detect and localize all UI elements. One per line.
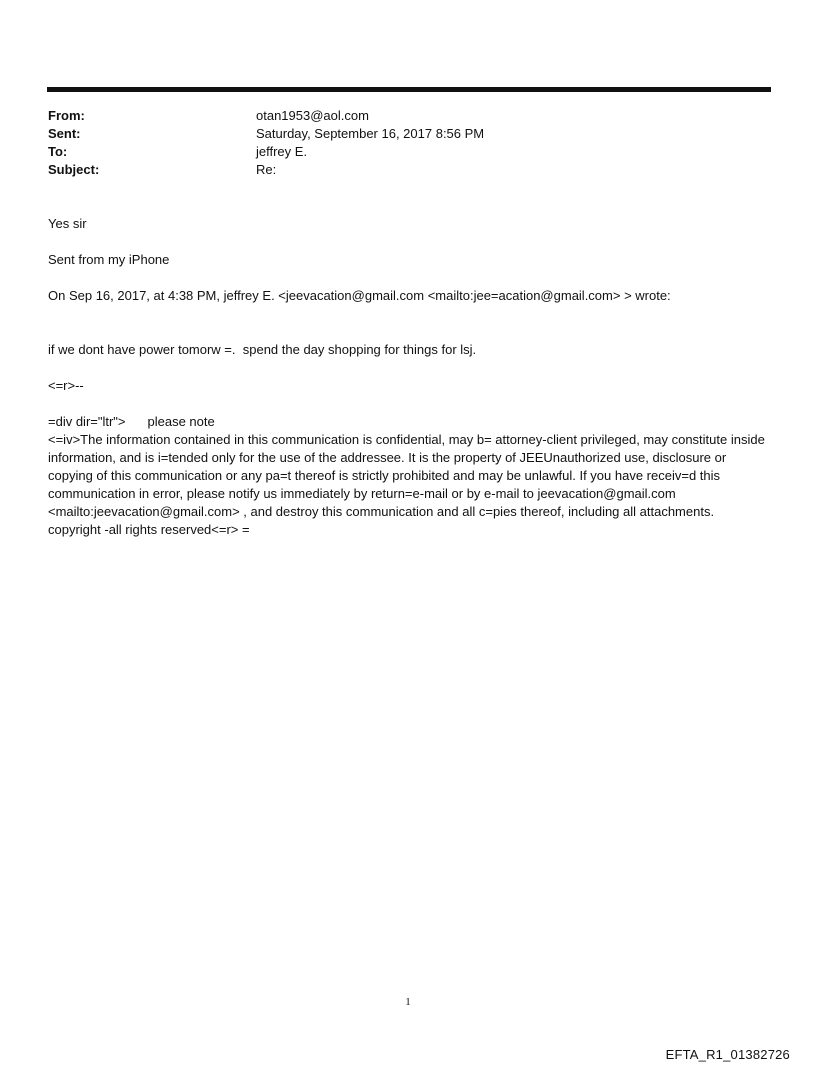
disclaimer-text: <=iv>The information contained in this communication is confidential, may b= attorney-client privileged, may constitute inside information, and is i=tended only for the use of the addressee. It is the property of JEEUnauthorized use, disclosure or copying of this communication or any pa=t thereof is strictly prohibited and may be unlawful. If you have receiv=d this communication in error, please notify us immediately by return=e-mail or by e-mail to jeevacation@gmail.com <mailto:jeevacation@gmail.com> , and destroy this communication and all c=pies thereof, including all attachments. copyright -all rights reserved<=r> = bbox=[48, 432, 769, 537]
sent-label: Sent: bbox=[48, 126, 81, 141]
please-note-text: please note bbox=[147, 414, 215, 429]
reply-text: Yes sir bbox=[48, 216, 87, 231]
subject-row bbox=[48, 161, 768, 179]
from-row bbox=[48, 107, 768, 125]
quote-intro: On Sep 16, 2017, at 4:38 PM, jeffrey E. <jeevacation@gmail.com <mailto:jee=acation@gmail.com> > wrote: bbox=[48, 288, 671, 303]
div-tag-text: =div dir="ltr"> bbox=[48, 414, 126, 429]
from-value: otan1953@aol.com bbox=[256, 108, 369, 123]
to-label: To: bbox=[48, 144, 68, 159]
email-body bbox=[48, 215, 770, 539]
to-row bbox=[48, 143, 768, 161]
page-number: 1 bbox=[405, 996, 411, 1008]
header-divider bbox=[47, 87, 771, 92]
note-lead-line bbox=[48, 413, 770, 431]
to-value: jeffrey E. bbox=[256, 144, 308, 159]
quoted-message: if we dont have power tomorw =. spend the day shopping for things for lsj. bbox=[48, 342, 477, 357]
document-id: EFTA_R1_01382726 bbox=[665, 1047, 790, 1062]
signature-text: Sent from my iPhone bbox=[48, 252, 170, 267]
sent-row bbox=[48, 125, 768, 143]
break-tag-text: <=r>-- bbox=[48, 378, 84, 393]
sent-value: Saturday, September 16, 2017 8:56 PM bbox=[256, 126, 485, 141]
email-header bbox=[48, 107, 768, 179]
subject-value: Re: bbox=[256, 162, 277, 177]
from-label: From: bbox=[48, 108, 85, 123]
subject-label: Subject: bbox=[48, 162, 100, 177]
